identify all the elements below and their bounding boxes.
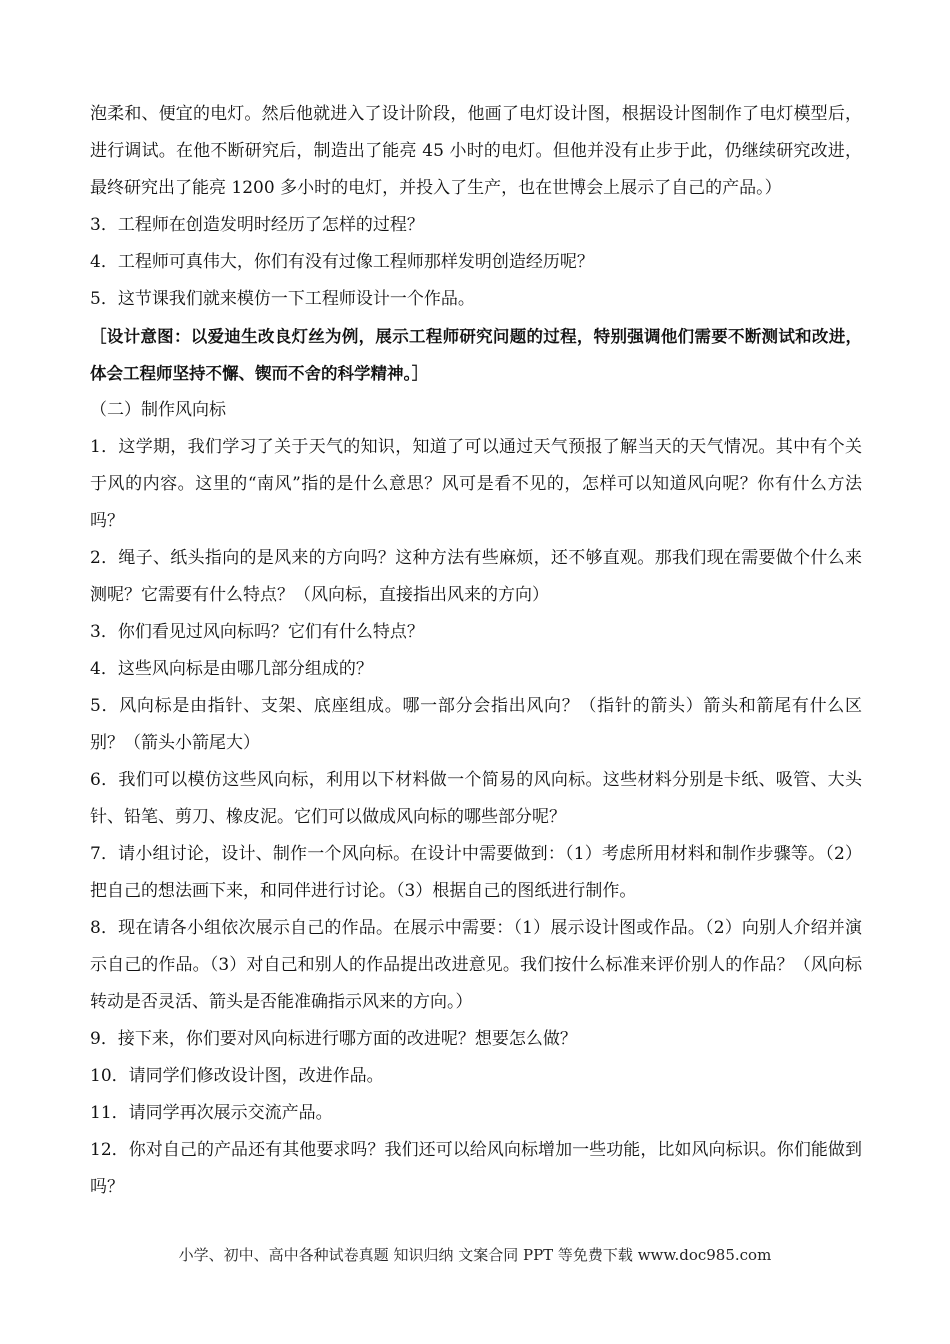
paragraph: 10．请同学们修改设计图，改进作品。 [90,1066,384,1086]
paragraph: 2．绳子、纸头指向的是风来的方向吗？这种方法有些麻烦，还不够直观。那我们现在需要做个什么来测呢？它需要有什么特点？（风向标，直接指出风来的方向） [90,548,862,605]
section-heading: （二）制作风向标 [90,400,226,420]
paragraph: 泡柔和、便宜的电灯。然后他就进入了设计阶段，他画了电灯设计图，根据设计图制作了电灯模型后，进行调试。在他不断研究后，制造出了能亮 45 小时的电灯。但他并没有止步于此，仍继续研究改进，最终研究出了能亮 1200 多小时的电灯，并投入了生产，也在世博会上展示了自己的产品。） [90,104,862,198]
page-footer: 小学、初中、高中各种试卷真题 知识归纳 文案合同 PPT 等免费下载 www.doc985.com [178,1246,772,1264]
paragraph: 1．这学期，我们学习了关于天气的知识，知道了可以通过天气预报了解当天的天气情况。其中有个关于风的内容。这里的“南风”指的是什么意思？风可是看不见的，怎样可以知道风向呢？你有什么方法吗？ [90,437,862,531]
paragraph: 4．工程师可真伟大，你们有没有过像工程师那样发明创造经历呢？ [90,252,594,272]
paragraph: 11．请同学再次展示交流产品。 [90,1103,333,1123]
paragraph: 9．接下来，你们要对风向标进行哪方面的改进呢？想要怎么做？ [90,1029,577,1049]
paragraph: 8．现在请各小组依次展示自己的作品。在展示中需要：（1）展示设计图或作品。（2）向别人介绍并演示自己的作品。（3）对自己和别人的作品提出改进意见。我们按什么标准来评价别人的作品？（风向标转动是否灵活、箭头是否能准确指示风来的方向。） [90,918,862,1012]
paragraph: 6．我们可以模仿这些风向标，利用以下材料做一个简易的风向标。这些材料分别是卡纸、吸管、大头针、铅笔、剪刀、橡皮泥。它们可以做成风向标的哪些部分呢？ [90,770,862,827]
paragraph: 5．这节课我们就来模仿一下工程师设计一个作品。 [90,289,475,309]
paragraph: 3．工程师在创造发明时经历了怎样的过程？ [90,215,424,235]
document-body [90,96,862,1206]
paragraph: 3．你们看见过风向标吗？它们有什么特点？ [90,622,424,642]
design-intent-paragraph: ［设计意图：以爱迪生改良灯丝为例，展示工程师研究问题的过程，特别强调他们需要不断测试和改进，体会工程师坚持不懈、锲而不舍的科学精神。］ [90,327,862,383]
paragraph: 12．你对自己的产品还有其他要求吗？我们还可以给风向标增加一些功能，比如风向标识。你们能做到吗？ [90,1140,862,1197]
paragraph: 4．这些风向标是由哪几部分组成的？ [90,659,373,679]
paragraph: 7．请小组讨论，设计、制作一个风向标。在设计中需要做到：（1）考虑所用材料和制作步骤等。（2）把自己的想法画下来，和同伴进行讨论。（3）根据自己的图纸进行制作。 [90,844,862,901]
paragraph: 5．风向标是由指针、支架、底座组成。哪一部分会指出风向？（指针的箭头）箭头和箭尾有什么区别？（箭头小箭尾大） [90,696,862,753]
